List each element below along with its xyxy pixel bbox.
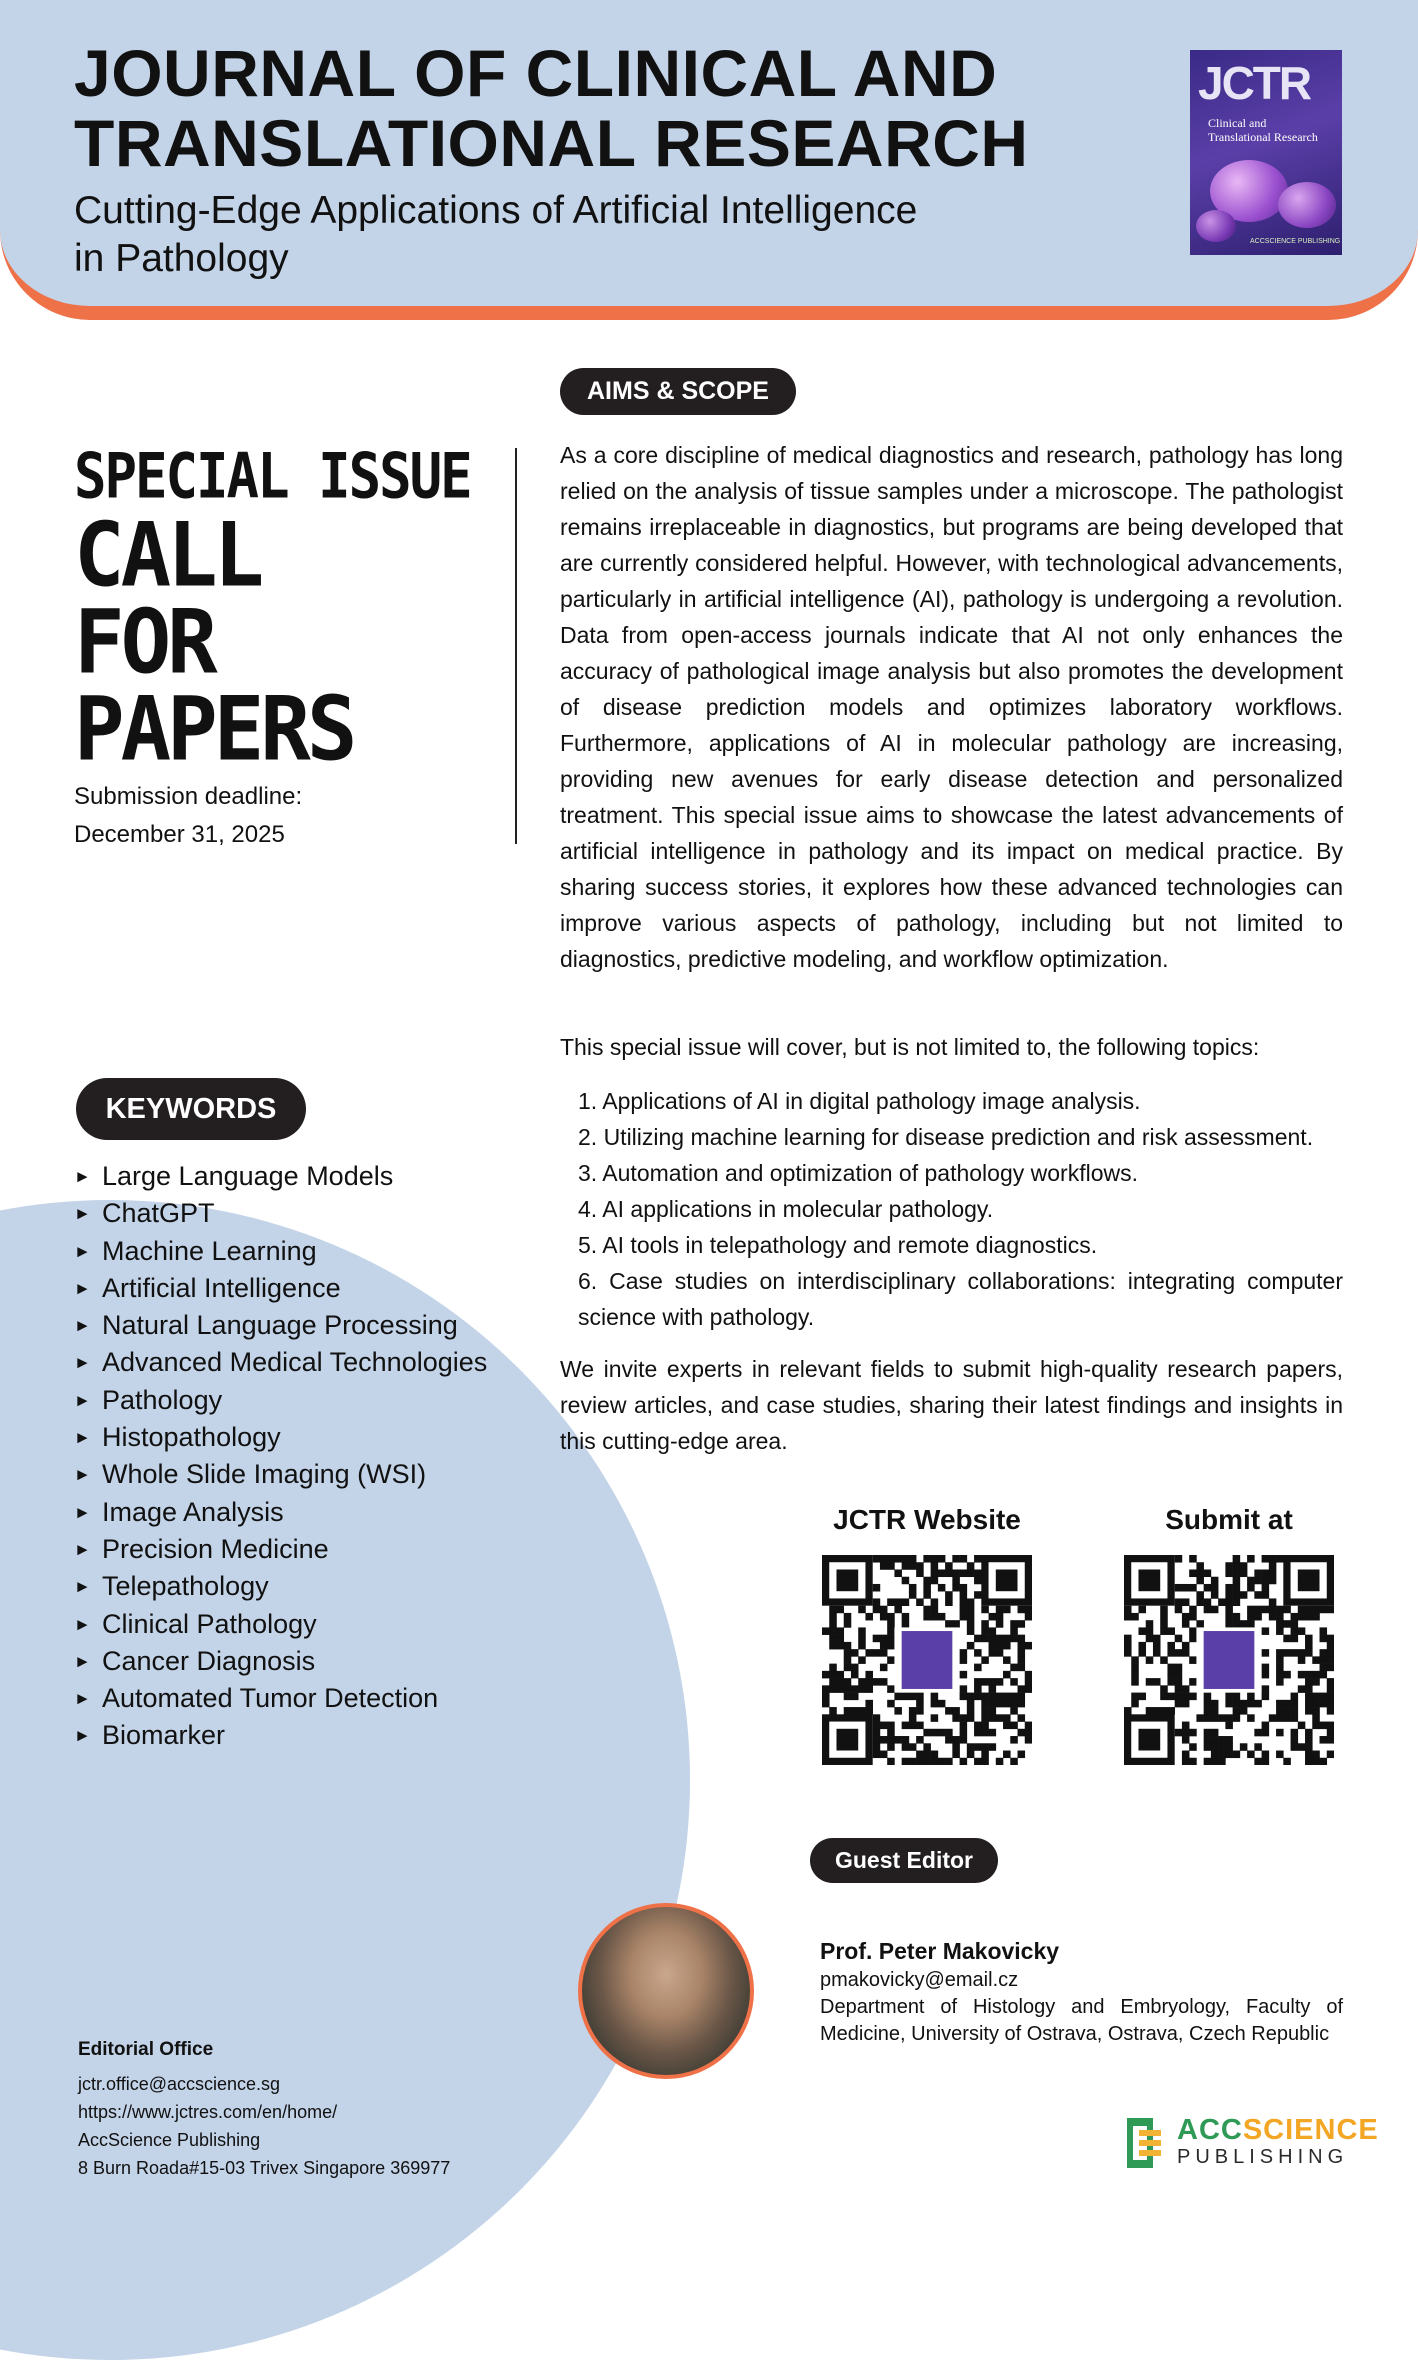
editor-affiliation: Department of Histology and Embryology, Faculty of Medicine, University of Ostrava, Ostrava, Czech Republic <box>820 1996 1343 2045</box>
topic-item: 6. Case studies on interdisciplinary collaborations: integrating computer science with pathology. <box>578 1268 1343 1330</box>
keywords-heading: KEYWORDS <box>76 1078 306 1140</box>
editor-email[interactable]: pmakovicky@email.cz <box>820 1969 1019 1991</box>
keyword-text: Automated Tumor Detection <box>102 1683 439 1714</box>
keyword-item <box>74 1680 487 1717</box>
submit-qr-code[interactable] <box>1124 1555 1334 1765</box>
keyword-item <box>74 1382 487 1419</box>
cover-publisher: ACCSCIENCE PUBLISHING <box>1250 238 1341 245</box>
keyword-text: Whole Slide Imaging (WSI) <box>102 1459 427 1490</box>
qr-center-logo <box>902 1631 953 1689</box>
office-email[interactable]: jctr.office@accscience.sg <box>78 2074 281 2094</box>
triangle-bullet-icon: ► <box>74 1577 91 1597</box>
accscience-logo <box>1125 2112 1379 2174</box>
invitation-paragraph: We invite experts in relevant fields to submit high-quality research papers, review articles, and case studies, sharing their latest findings and insights in this cutting-edge area. <box>560 1356 1343 1454</box>
keyword-text: Histopathology <box>102 1422 281 1453</box>
guest-editor-heading: Guest Editor <box>810 1838 998 1883</box>
triangle-bullet-icon: ► <box>74 1539 91 1559</box>
editor-photo <box>578 1903 754 2079</box>
cell-illustration <box>1278 182 1336 228</box>
editor-name: Prof. Peter Makovicky <box>820 1938 1060 1964</box>
header-banner <box>0 0 1418 320</box>
triangle-bullet-icon: ► <box>74 1241 91 1261</box>
deadline-date: December 31, 2025 <box>74 821 285 848</box>
keyword-item <box>74 1606 487 1643</box>
triangle-bullet-icon: ► <box>74 1428 91 1448</box>
office-publisher: AccScience Publishing <box>78 2130 261 2150</box>
call-word: CALL <box>74 503 261 607</box>
accscience-logo-icon <box>1125 2116 1165 2170</box>
for-word: FOR <box>74 590 214 694</box>
journal-title <box>74 38 1094 178</box>
keyword-text: Image Analysis <box>102 1496 284 1527</box>
keywords-list <box>74 1158 487 1755</box>
topic-item: 1. Applications of AI in digital pathology image analysis. <box>578 1088 1141 1114</box>
journal-title-line2: TRANSLATIONAL RESEARCH <box>74 106 1029 180</box>
keyword-text: Natural Language Processing <box>102 1310 458 1341</box>
divider-line <box>515 448 517 844</box>
papers-word: PAPERS <box>74 677 354 781</box>
qr-pattern <box>1124 1555 1334 1765</box>
issue-subtitle-line2: in Pathology <box>74 237 289 280</box>
triangle-bullet-icon: ► <box>74 1204 91 1224</box>
triangle-bullet-icon: ► <box>74 1316 91 1336</box>
topic-item: 3. Automation and optimization of pathology workflows. <box>578 1160 1138 1186</box>
triangle-bullet-icon: ► <box>74 1726 91 1746</box>
qr-pattern <box>822 1555 1032 1765</box>
logo-text-bottom: PUBLISHING <box>1177 2146 1349 2168</box>
keyword-item <box>74 1307 487 1344</box>
triangle-bullet-icon: ► <box>74 1167 91 1186</box>
logo-text-top <box>1177 2114 1379 2147</box>
keyword-item <box>74 1717 487 1754</box>
keyword-text: Large Language Models <box>102 1161 394 1191</box>
submit-qr-label: Submit at <box>1165 1504 1293 1535</box>
keyword-text: Pathology <box>102 1384 223 1415</box>
keyword-text: Machine Learning <box>102 1235 317 1266</box>
keyword-text: Cancer Diagnosis <box>102 1645 316 1676</box>
keyword-item <box>74 1195 487 1232</box>
keyword-item <box>74 1494 487 1531</box>
triangle-bullet-icon: ► <box>74 1689 91 1709</box>
issue-subtitle <box>74 187 1054 283</box>
cover-title-line1: Clinical and <box>1208 116 1267 130</box>
keyword-text: Biomarker <box>102 1720 226 1751</box>
special-issue-label: SPECIAL ISSUE <box>74 440 471 513</box>
logo-acc: ACC <box>1177 2114 1243 2146</box>
keyword-item <box>74 1568 487 1605</box>
triangle-bullet-icon: ► <box>74 1278 91 1298</box>
website-qr-code[interactable] <box>822 1555 1032 1765</box>
keyword-text: Clinical Pathology <box>102 1608 317 1639</box>
keyword-item <box>74 1270 487 1307</box>
deadline-label: Submission deadline: <box>74 783 303 810</box>
aims-paragraph: As a core discipline of medical diagnostics and research, pathology has long relied on the analysis of tissue samples under a microscope. The pathologist remains irreplaceable in diagnostics, but programs are being developed that are currently considered helpful. However, with technological advancements, particularly in artificial intelligence (AI), pathology is undergoing a revolution. Data from open-access journals indicate that AI not only enhances the accuracy of pathological image analysis but also promotes the development of disease prediction models and optimizes laboratory workflows. Furthermore, applications of AI in molecular pathology are increasing, providing new avenues for early disease detection and personalized treatment. This special issue aims to showcase the latest advancements of artificial intelligence in pathology and its impact on medical practice. By sharing success stories, it explores how these advanced technologies can improve various aspects of pathology, including but not limited to diagnostics, predictive modeling, and workflow optimization. <box>560 442 1343 972</box>
topic-item: 4. AI applications in molecular pathology. <box>578 1196 994 1222</box>
cover-logo: JCTR <box>1198 57 1311 109</box>
keyword-item <box>74 1158 487 1195</box>
keyword-item <box>74 1531 487 1568</box>
triangle-bullet-icon: ► <box>74 1502 91 1522</box>
logo-science: SCIENCE <box>1242 2114 1379 2146</box>
triangle-bullet-icon: ► <box>74 1353 91 1373</box>
triangle-bullet-icon: ► <box>74 1614 91 1634</box>
keyword-text: Telepathology <box>102 1571 269 1602</box>
keyword-item <box>74 1344 487 1381</box>
triangle-bullet-icon: ► <box>74 1465 91 1485</box>
editorial-office <box>78 2036 450 2182</box>
editorial-office-heading: Editorial Office <box>78 2039 214 2060</box>
office-url[interactable]: https://www.jctres.com/en/home/ <box>78 2102 338 2122</box>
office-address: 8 Burn Roada#15-03 Trivex Singapore 369977 <box>78 2158 451 2178</box>
topics-intro: This special issue will cover, but is not limited to, the following topics: <box>560 1034 1260 1060</box>
cover-title <box>1208 116 1338 144</box>
keyword-text: ChatGPT <box>102 1198 215 1229</box>
triangle-bullet-icon: ► <box>74 1390 91 1410</box>
cover-title-line2: Translational Research <box>1208 130 1318 144</box>
keyword-item <box>74 1233 487 1270</box>
keyword-item <box>74 1456 487 1493</box>
issue-subtitle-line1: Cutting-Edge Applications of Artificial Intelligence <box>74 189 918 232</box>
keyword-item <box>74 1419 487 1456</box>
submission-deadline <box>74 778 302 854</box>
journal-cover-image <box>1190 50 1342 255</box>
keyword-text: Precision Medicine <box>102 1533 329 1564</box>
cell-illustration <box>1196 210 1236 242</box>
triangle-bullet-icon: ► <box>74 1651 91 1671</box>
journal-title-line1: JOURNAL OF CLINICAL AND <box>74 36 998 110</box>
topics-list <box>578 1083 1358 1335</box>
topic-item: 2. Utilizing machine learning for disease prediction and risk assessment. <box>578 1124 1314 1150</box>
aims-scope-heading: AIMS & SCOPE <box>560 368 796 415</box>
topic-item: 5. AI tools in telepathology and remote diagnostics. <box>578 1232 1098 1258</box>
keyword-item <box>74 1643 487 1680</box>
keyword-text: Advanced Medical Technologies <box>102 1347 488 1378</box>
keyword-text: Artificial Intelligence <box>102 1272 341 1303</box>
qr-center-logo <box>1204 1631 1255 1689</box>
website-qr-label: JCTR Website <box>833 1504 1021 1535</box>
